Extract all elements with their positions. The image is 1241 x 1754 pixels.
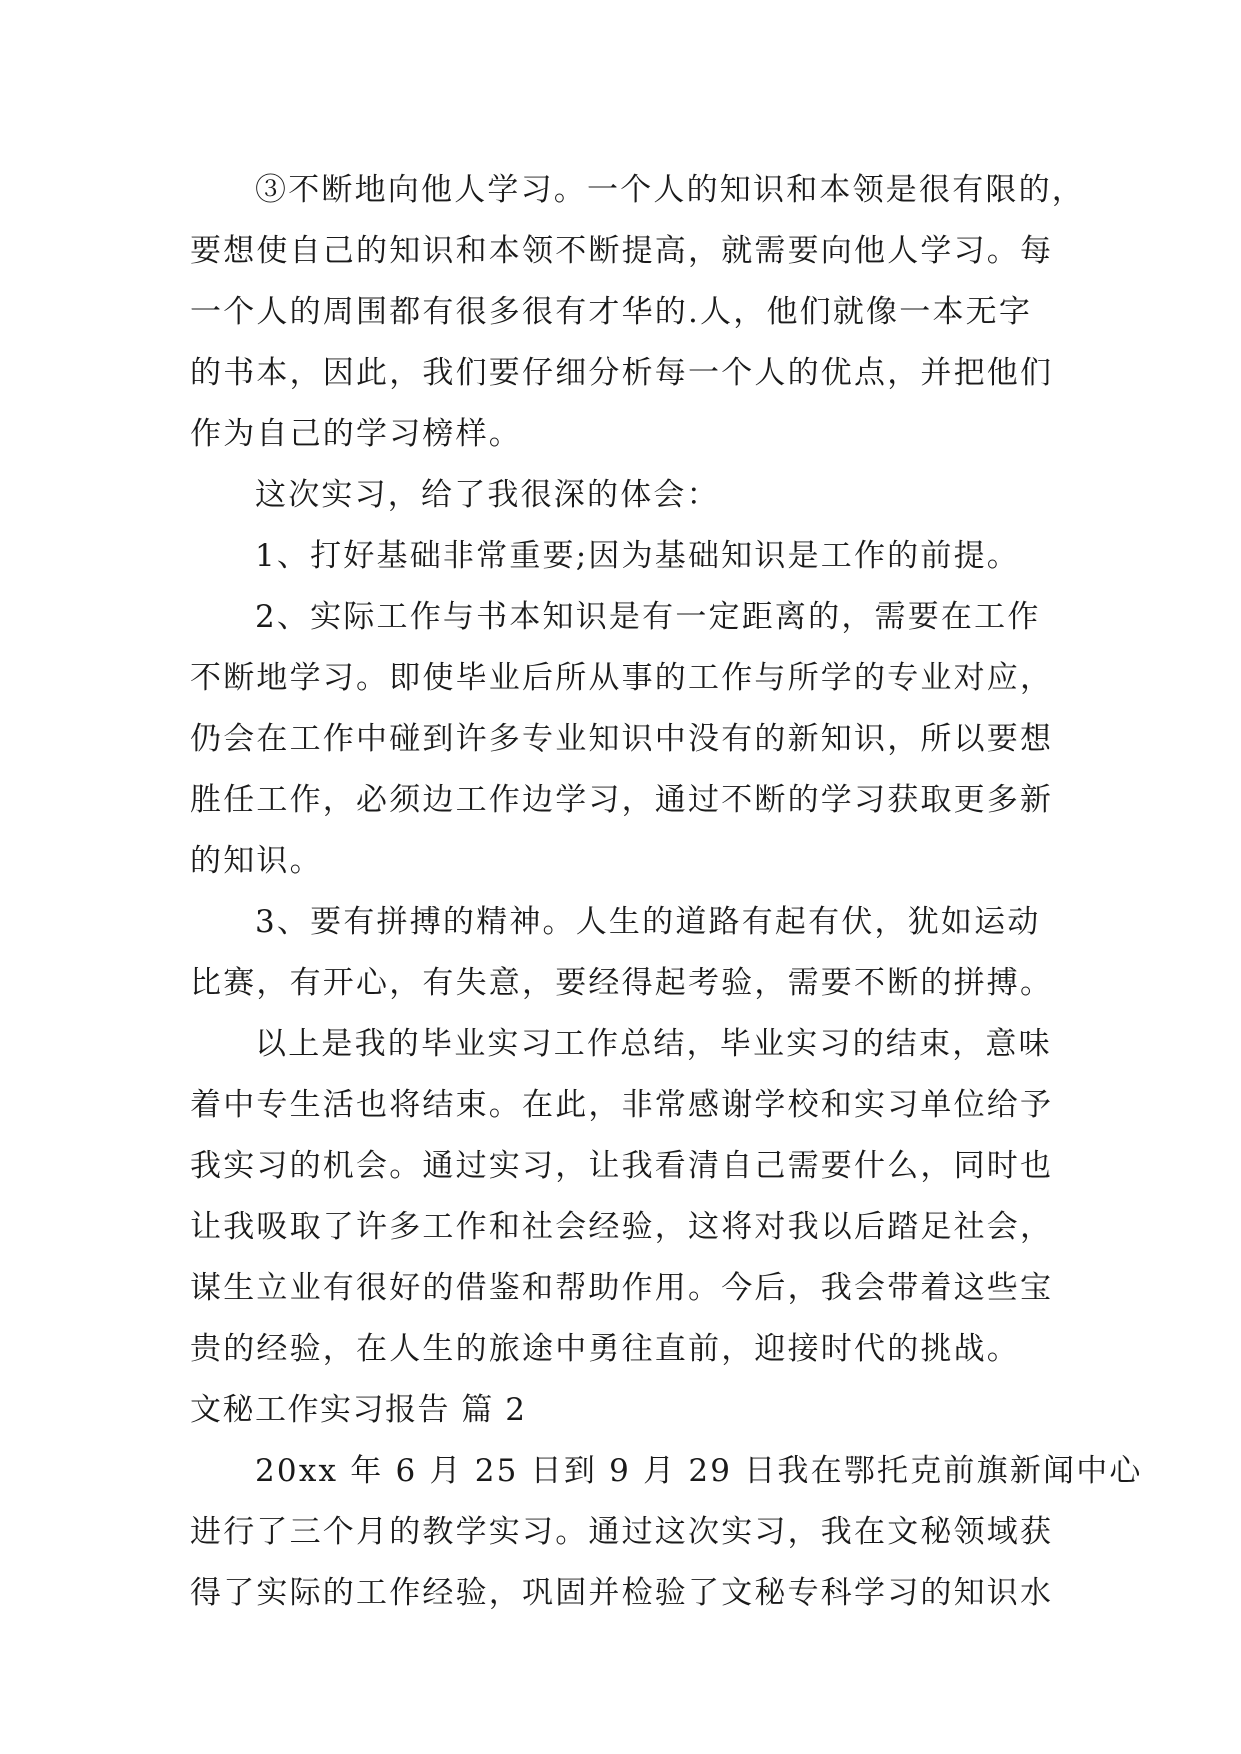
text-line: 谋生立业有很好的借鉴和帮助作用。今后，我会带着这些宝 xyxy=(190,1270,1054,1306)
text-line: 这次实习，给了我很深的体会： xyxy=(255,477,720,513)
text-line: 作为自己的学习榜样。 xyxy=(190,416,522,452)
text-line: 得了实际的工作经验，巩固并检验了文秘专科学习的知识水 xyxy=(190,1575,1054,1611)
text-line: 的知识。 xyxy=(190,843,323,879)
text-line: 1、打好基础非常重要;因为基础知识是工作的前提。 xyxy=(255,538,1020,574)
text-line: 一个人的周围都有很多很有才华的.人，他们就像一本无字 xyxy=(190,294,1033,330)
text-line: 让我吸取了许多工作和社会经验，这将对我以后踏足社会， xyxy=(190,1209,1054,1245)
text-line: 要想使自己的知识和本领不断提高，就需要向他人学习。每 xyxy=(190,233,1054,269)
text-line: 进行了三个月的教学实习。通过这次实习，我在文秘领域获 xyxy=(190,1514,1054,1550)
text-line: 着中专生活也将结束。在此，非常感谢学校和实习单位给予 xyxy=(190,1087,1054,1123)
paragraph xyxy=(190,526,1090,587)
paragraph xyxy=(190,1441,1143,1624)
text-line: 20xx 年 6 月 25 日到 9 月 29 日我在鄂托克前旗新闻中心 xyxy=(255,1453,1143,1489)
paragraph xyxy=(190,587,1090,892)
text-line: 仍会在工作中碰到许多专业知识中没有的新知识，所以要想 xyxy=(190,721,1054,757)
text-line: 胜任工作，必须边工作边学习，通过不断的学习获取更多新 xyxy=(190,782,1054,818)
paragraph xyxy=(190,160,1090,465)
text-line: 以上是我的毕业实习工作总结，毕业实习的结束，意味 xyxy=(255,1026,1052,1062)
section-heading xyxy=(190,1380,1090,1441)
paragraph xyxy=(190,1014,1090,1380)
paragraph xyxy=(190,892,1090,1014)
text-line: 我实习的机会。通过实习，让我看清自己需要什么，同时也 xyxy=(190,1148,1054,1184)
heading-text: 文秘工作实习报告 篇 2 xyxy=(190,1392,527,1428)
paragraph xyxy=(190,465,1090,526)
text-line: ③不断地向他人学习。一个人的知识和本领是很有限的， xyxy=(255,172,1085,208)
text-line: 3、要有拼搏的精神。人生的道路有起有伏，犹如运动 xyxy=(255,904,1041,940)
text-line: 的书本，因此，我们要仔细分析每一个人的优点，并把他们 xyxy=(190,355,1054,391)
text-line: 贵的经验，在人生的旅途中勇往直前，迎接时代的挑战。 xyxy=(190,1331,1020,1367)
document-page xyxy=(190,160,1143,1624)
text-line: 不断地学习。即使毕业后所从事的工作与所学的专业对应， xyxy=(190,660,1054,696)
text-line: 2、实际工作与书本知识是有一定距离的，需要在工作 xyxy=(255,599,1041,635)
text-line: 比赛，有开心，有失意，要经得起考验，需要不断的拼搏。 xyxy=(190,965,1054,1001)
